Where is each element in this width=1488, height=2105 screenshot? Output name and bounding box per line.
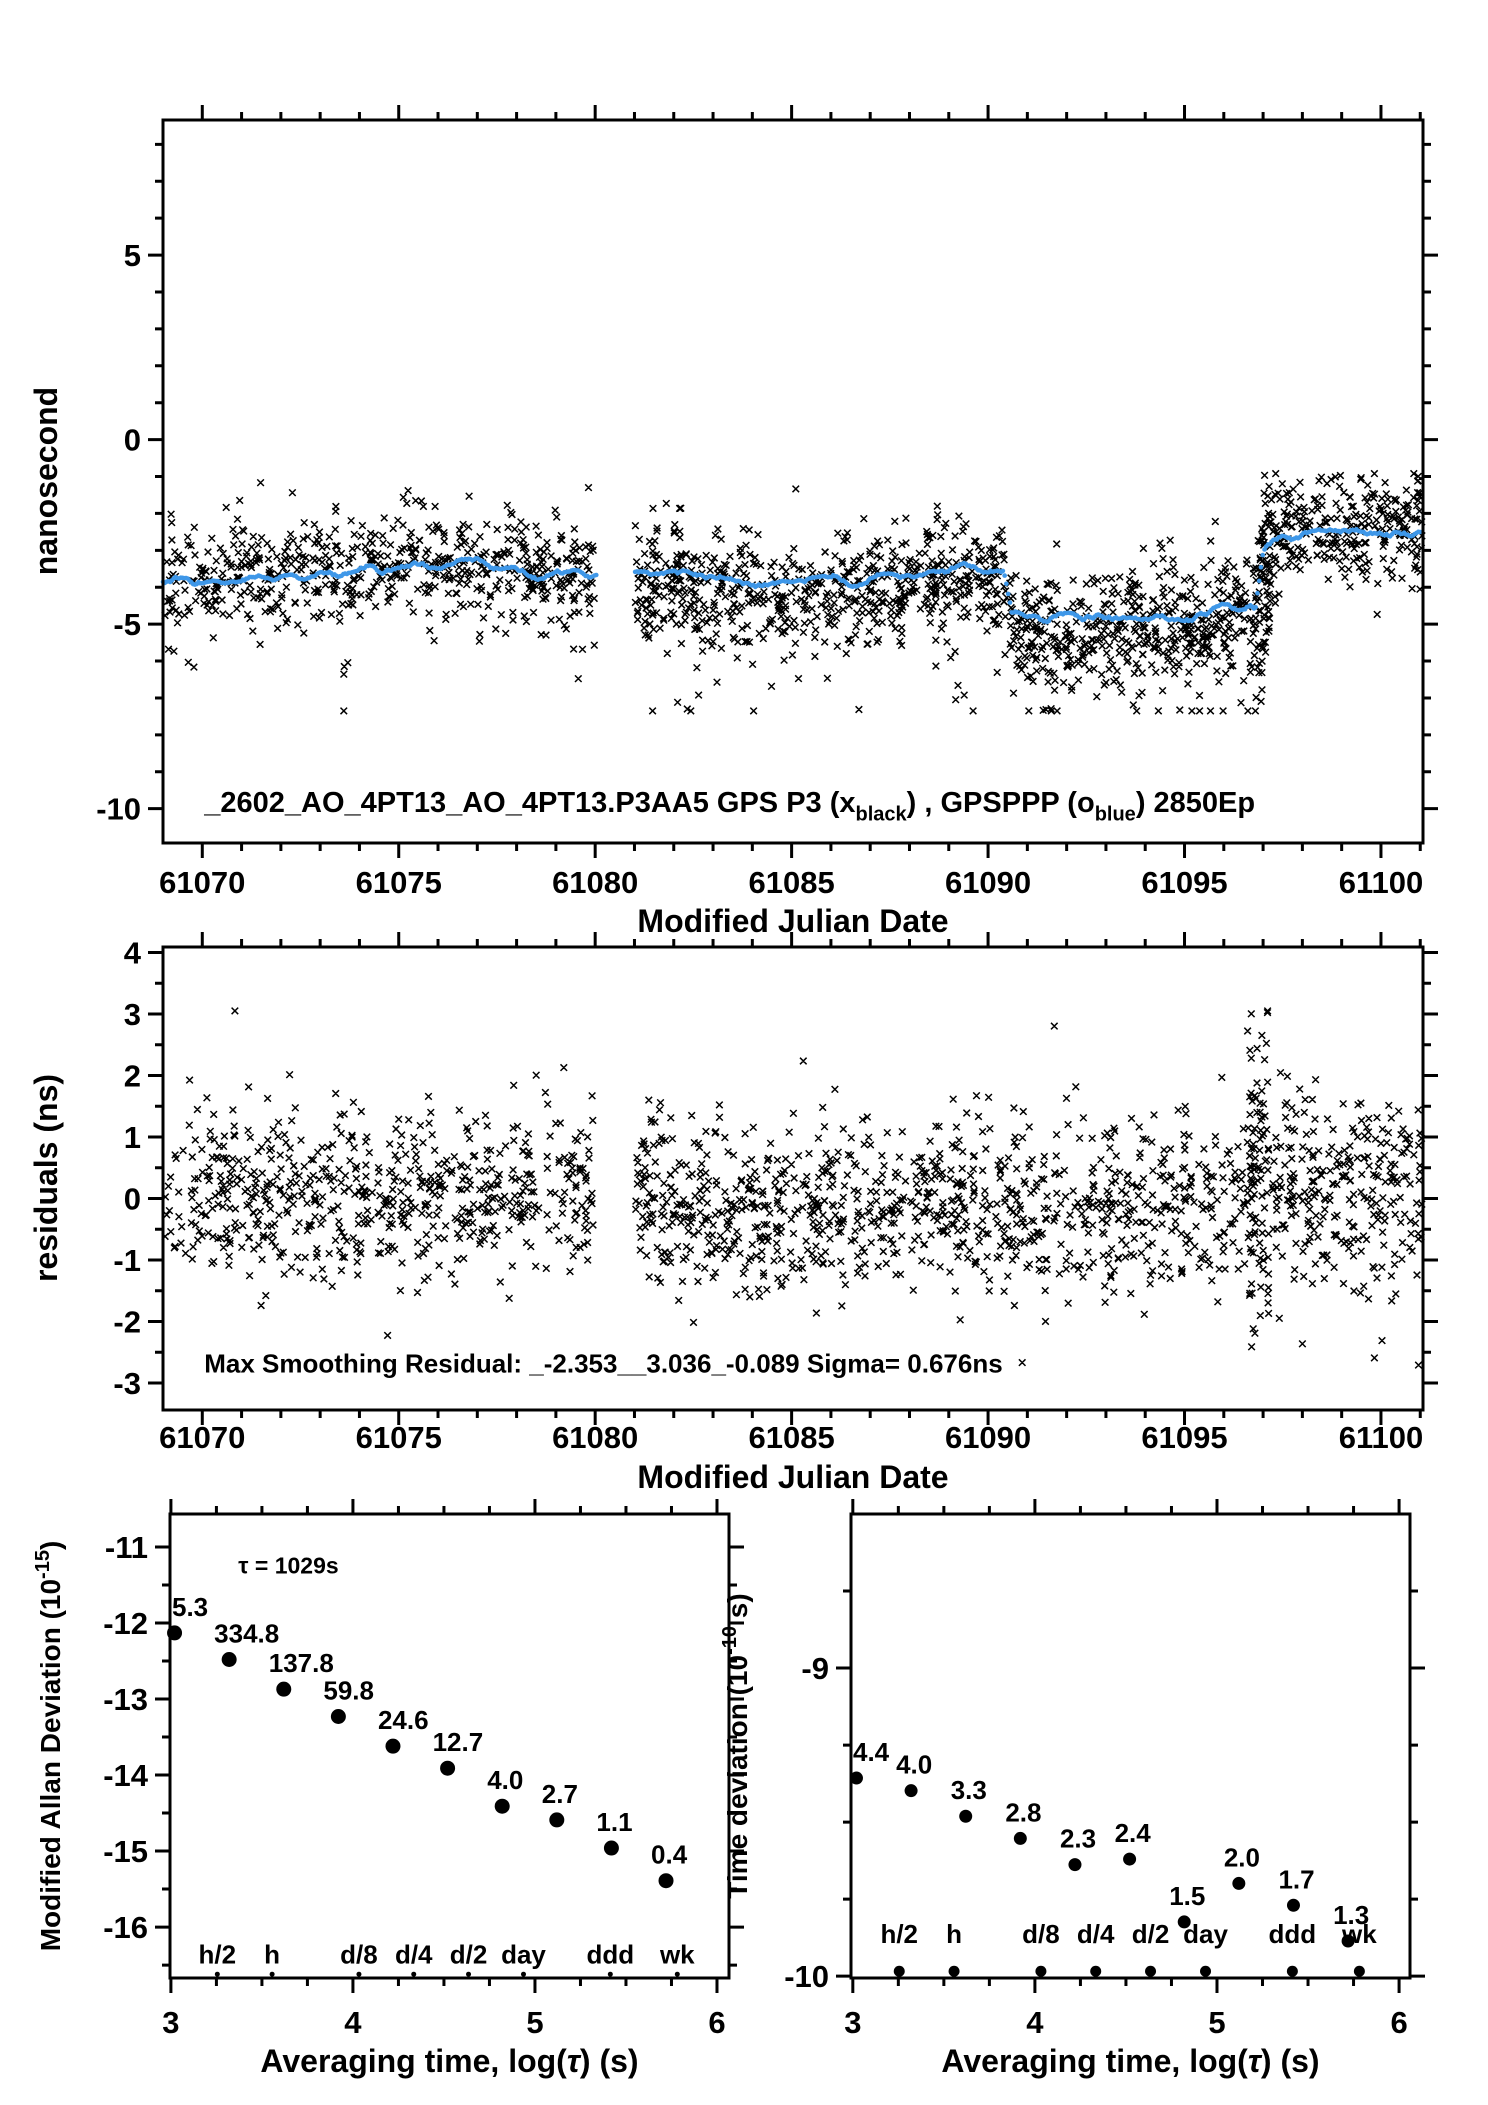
- time-marker-label: day: [1183, 1919, 1228, 1950]
- time-marker-label: d/2: [449, 1939, 488, 1970]
- x-tick-label: 61080: [552, 1420, 639, 1455]
- tdev-data-point: [1068, 1858, 1081, 1871]
- y-tick-label: 1: [123, 1119, 141, 1155]
- y-tick-label: 3: [123, 997, 141, 1033]
- y-tick-label: -12: [103, 1606, 148, 1642]
- y-axis-title: Modified Allan Deviation $(10^{-15})$: [31, 1540, 66, 1952]
- time-marker-label: d/2: [1131, 1919, 1170, 1950]
- panel-title: _2602_AO_4PT13_AO_4PT13.P3AA5 GPS P3 $(x_{black})$ , GPSPPP $(o_{blue})$ 2850Ep: [204, 786, 1256, 826]
- tdev-data-point: [1232, 1877, 1245, 1890]
- tdev-point-label: 4.0: [896, 1749, 933, 1780]
- time-marker-dot: [949, 1966, 960, 1977]
- x-tick-label: 61085: [748, 865, 835, 900]
- time-marker-dot: [270, 1972, 275, 1977]
- x-tick-label: 61085: [748, 1420, 835, 1455]
- time-marker-dot: [466, 1972, 471, 1977]
- time-marker-dot: [356, 1972, 361, 1977]
- x-tick-label: 61095: [1141, 1420, 1228, 1455]
- x-tick-label: 61075: [355, 1420, 442, 1455]
- x-axis-title: Modified Julian Date: [637, 1459, 949, 1495]
- x-tick-label: 3: [844, 2005, 862, 2040]
- y-axis-title: residuals (ns): [28, 1073, 64, 1283]
- tdev-point-label: 1.3: [1333, 1900, 1370, 1931]
- mdev-data-point: [385, 1739, 400, 1754]
- time-marker-dot: [1287, 1966, 1298, 1977]
- mdev-point-label: 0.4: [651, 1839, 688, 1870]
- y-tick-label: -3: [113, 1365, 141, 1401]
- y-tick-label: 0: [123, 422, 141, 458]
- residuals-panel: [28, 932, 1438, 1495]
- x-axis-title: Averaging time, log(τ) (s): [260, 2043, 639, 2079]
- time-marker-dot: [1090, 1966, 1101, 1977]
- time-marker-label: wk: [659, 1939, 695, 1970]
- y-tick-label: -13: [103, 1682, 148, 1718]
- tdev-point-label: 2.3: [1059, 1823, 1097, 1854]
- time-marker-label: d/4: [1076, 1919, 1115, 1950]
- x-axis-title: Averaging time, log(τ) (s): [941, 2043, 1320, 2079]
- y-axis-title: nanosecond: [28, 386, 64, 576]
- time-marker-dot: [215, 1972, 220, 1977]
- time-marker-label: h: [264, 1939, 281, 1970]
- time-marker-label: d/8: [340, 1939, 378, 1970]
- x-tick-label: 5: [1208, 2005, 1226, 2040]
- time-marker-label: d/8: [1022, 1919, 1060, 1950]
- mdev-data-point: [549, 1812, 564, 1827]
- y-tick-label: 2: [123, 1058, 141, 1094]
- y-axis-title: Time deviation ($10^{-10}$ s): [718, 1593, 753, 1899]
- tdev-data-point: [1014, 1832, 1027, 1845]
- y-tick-label: -10: [784, 1959, 829, 1995]
- tdev-point-label: 2.4: [1114, 1818, 1151, 1849]
- mdev-data-point: [495, 1799, 510, 1814]
- y-tick-label: -16: [103, 1910, 148, 1946]
- mdev-point-label: 4.0: [487, 1765, 524, 1796]
- x-tick-label: 61095: [1141, 865, 1228, 900]
- tdev-point-label: 1.5: [1169, 1880, 1206, 1911]
- mdev-panel: [32, 1499, 744, 2079]
- x-tick-label: 6: [708, 2005, 726, 2040]
- time-marker-dot: [411, 1972, 416, 1977]
- x-tick-label: 61070: [159, 1420, 246, 1455]
- residuals-scatter-points: [162, 1008, 1425, 1369]
- mdev-point-label: 59.8: [323, 1675, 374, 1706]
- x-tick-label: 61100: [1338, 865, 1424, 900]
- mdev-point-label: 12.7: [432, 1727, 484, 1758]
- tdev-point-label: 1.7: [1278, 1864, 1315, 1895]
- y-tick-label: -10: [96, 791, 141, 827]
- time-marker-dot: [1200, 1966, 1211, 1977]
- y-tick-label: -9: [801, 1651, 829, 1687]
- mdev-point-label: 5.3: [172, 1591, 209, 1622]
- y-tick-label: -1: [113, 1242, 141, 1278]
- tdev-data-point: [1287, 1899, 1300, 1912]
- time-marker-label: h/2: [880, 1919, 919, 1950]
- mdev-data-point: [276, 1682, 291, 1697]
- y-tick-label: -15: [103, 1834, 148, 1870]
- mdev-data-point: [440, 1761, 455, 1776]
- mdev-annotation: τ = 1029s: [238, 1552, 339, 1579]
- mdev-data-point: [604, 1841, 619, 1856]
- x-tick-label: 61090: [944, 1420, 1032, 1455]
- time-marker-dot: [894, 1966, 905, 1977]
- y-tick-label: -2: [113, 1304, 141, 1340]
- tdev-data-point: [1123, 1853, 1136, 1866]
- mdev-point-label: 2.7: [541, 1778, 578, 1809]
- x-tick-label: 61080: [552, 865, 639, 900]
- x-tick-label: 6: [1390, 2005, 1408, 2040]
- mdev-point-label: 137.8: [268, 1648, 334, 1679]
- tdev-point-label: 2.0: [1223, 1842, 1260, 1873]
- time-marker-dot: [1145, 1966, 1156, 1977]
- phase-scatter-points: [162, 470, 1426, 714]
- mdev-point-label: 1.1: [596, 1807, 633, 1838]
- x-tick-label: 61075: [355, 865, 442, 900]
- time-marker-label: day: [501, 1939, 546, 1970]
- x-tick-label: 61070: [159, 865, 246, 900]
- axis-box: [163, 120, 1423, 843]
- x-tick-label: 5: [526, 2005, 544, 2040]
- time-marker-dot: [608, 1972, 613, 1977]
- tdev-point-label: 4.4: [853, 1737, 890, 1768]
- tdev-data-point: [959, 1810, 972, 1823]
- x-tick-label: 61100: [1338, 1420, 1424, 1455]
- y-tick-label: -5: [113, 607, 141, 643]
- time-marker-label: d/4: [394, 1939, 433, 1970]
- x-tick-label: 61090: [944, 865, 1032, 900]
- time-marker-label: h: [946, 1919, 963, 1950]
- time-marker-dot: [675, 1972, 680, 1977]
- mdev-data-point: [222, 1652, 237, 1667]
- mdev-data-point: [331, 1709, 346, 1724]
- y-tick-label: -11: [104, 1529, 148, 1565]
- y-tick-label: -14: [103, 1758, 148, 1794]
- axis-box: [851, 1514, 1410, 1978]
- residuals-annotation: Max Smoothing Residual: _-2.353__3.036_-0.089 Sigma= 0.676ns: [204, 1348, 1003, 1379]
- y-tick-label: 4: [123, 935, 141, 971]
- time-marker-label: wk: [1342, 1919, 1377, 1950]
- time-marker-dot: [1354, 1966, 1365, 1977]
- time-marker-dot: [1035, 1966, 1046, 1977]
- axis-ticks: [148, 105, 1438, 858]
- y-tick-label: 0: [123, 1181, 141, 1217]
- time-marker-label: h/2: [198, 1939, 237, 1970]
- tdev-point-label: 3.3: [950, 1775, 987, 1806]
- tdev-panel: [719, 1499, 1425, 2079]
- time-marker-label: ddd: [1268, 1919, 1317, 1950]
- x-tick-label: 4: [344, 2005, 362, 2040]
- time-marker-label: ddd: [586, 1939, 635, 1970]
- x-axis-title: Modified Julian Date: [637, 903, 949, 939]
- time-marker-dot: [521, 1972, 526, 1977]
- mdev-point-label: 24.6: [377, 1705, 429, 1736]
- x-tick-label: 3: [162, 2005, 180, 2040]
- tdev-data-point: [905, 1784, 918, 1797]
- phase-panel: [28, 105, 1438, 939]
- y-tick-label: 5: [123, 238, 141, 274]
- tdev-point-label: 2.8: [1005, 1797, 1042, 1828]
- x-tick-label: 4: [1026, 2005, 1044, 2040]
- mdev-data-point: [659, 1873, 674, 1888]
- mdev-point-label: 334.8: [214, 1618, 280, 1649]
